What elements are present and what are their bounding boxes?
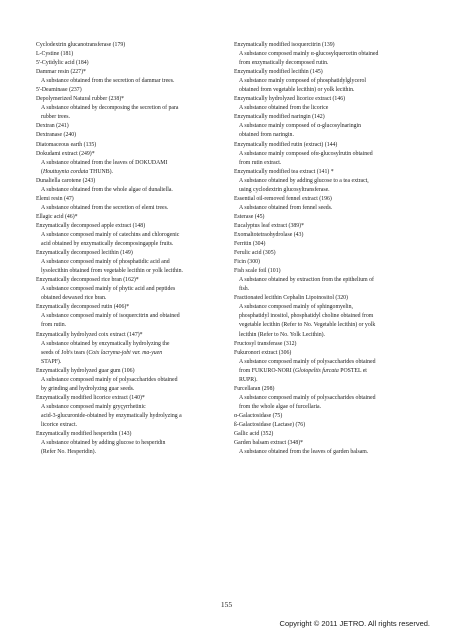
entry-description: A substance composed mainly gryçyrrhetinic <box>41 403 146 410</box>
entry-description: using cyclodextrin glucosyltransferase. <box>239 186 330 193</box>
entry-description: A substance composed mainly of sphingomyelin, <box>239 304 353 311</box>
entry-heading: Furcellaran (298) <box>234 385 275 392</box>
entry-heading: 5'-Deaminase (237) <box>36 87 82 94</box>
entry-heading: Ferulic acid (305) <box>234 250 276 257</box>
entry-description: from rutin. <box>41 322 67 329</box>
entry-description: A substance mainly composed of phosphatidylglycerol <box>239 78 367 85</box>
entry-description: A substance composed mainly of phytic acid and peptides <box>41 286 176 293</box>
entry-heading: Enzymatically decomposed rutin (406)* <box>36 304 130 311</box>
entry-heading: Gallic acid (352) <box>234 431 274 438</box>
entry-heading: Garden balsam extract (348)* <box>234 440 304 447</box>
entry-description: A substance composed mainly of polysaccharides obtained <box>41 376 178 383</box>
entry-heading: Fish scale foil (101) <box>234 268 281 275</box>
entry-description: seeds of Job's tears (Coix lacryma-jobi var. ma-yuen <box>41 349 163 356</box>
page-number: 155 <box>220 600 233 609</box>
entry-heading: α-Galactosidase (75) <box>234 412 283 419</box>
entry-description: A substance obtained from the secretion of dammar trees. <box>41 78 175 85</box>
entry-heading: Enzymatically modified hesperidin (143) <box>36 431 132 438</box>
entry-heading: Ficin (300) <box>234 259 260 266</box>
entry-description: from rutin extract. <box>239 159 282 166</box>
entry-description: obtained from naringin. <box>239 132 294 139</box>
entry-description: rubber trees. <box>41 114 70 121</box>
entry-heading: Enzymatically decomposed rice bran (162)* <box>36 277 139 284</box>
entry-description: lecithin (Refer to No. Yolk Lecithin). <box>239 331 325 338</box>
entry-heading: Depolymerized Natural rubber (238)* <box>36 96 125 103</box>
entry-heading: Enzymatically modified naringin (142) <box>234 114 325 121</box>
scientific-name: Gloiopeltis furcata <box>295 367 339 374</box>
entry-heading: Essential oil-removed fennel extract (196) <box>234 195 332 202</box>
entry-heading: Esterase (45) <box>234 213 265 220</box>
entry-description: A substance obtained by adding glucose to a tea extract, <box>239 177 369 184</box>
entry-description: A substance composed mainly of polysaccharides obtained <box>239 394 376 401</box>
entry-heading: ß-Galactosidase (Lactase) (76) <box>234 421 306 428</box>
entry-heading: Fructosyl transferase (312) <box>234 340 297 347</box>
entry-description: licorice extract. <box>41 421 78 428</box>
entry-heading: Enzymatically modified licorice extract (140)* <box>36 394 145 401</box>
entry-description: A substance obtained from the whole algae of dunaliella. <box>41 186 173 193</box>
entry-description: lysolecithin obtained from vegetable lecithin or yolk lecithin. <box>41 268 183 275</box>
entry-heading: Enzymatically decomposed lecithin (149) <box>36 250 133 257</box>
entry-description: A substance mainly composed ofα-glucosylrutin obtained <box>239 150 373 157</box>
entry-heading: Enzymatically hydrolyzed licorice extract (146) <box>234 96 346 103</box>
entry-heading: Exomaltotetraohydrolase (43) <box>234 231 304 238</box>
entry-heading: Fukuronori extract (306) <box>234 349 292 356</box>
entry-heading: Enzymatically hydrolyzed guar gum (106) <box>36 367 135 374</box>
entry-heading: Ellagic acid (46)* <box>36 213 78 220</box>
entry-description: acid-3-glucuronide-obtained by enzymatically hydrolyzing a <box>41 412 182 419</box>
scientific-name: Coix lacryma-jobi var. ma-yuen <box>88 349 163 356</box>
entry-heading: 5'-Cytidylic acid (184) <box>36 60 89 67</box>
entry-description: from the whole algae of furcellaria. <box>239 403 322 410</box>
entry-heading: Ferritin (304) <box>234 241 266 248</box>
entry-description: A substance obtained by decomposing the secretion of para <box>41 105 179 112</box>
entry-heading: Enzymatically modified tea extract (141) * <box>234 168 334 175</box>
entry-heading: Cyclodextrin glucanotransferase (179) <box>36 42 126 48</box>
entry-heading: Dokudami extract (249)* <box>36 150 95 157</box>
entry-heading: Dextran (241) <box>36 123 69 130</box>
entry-description: STAPF). <box>41 358 62 365</box>
entry-heading: Dextranase (240) <box>36 132 77 139</box>
entry-description: A substance composed mainly of catechins and chlorogenic <box>41 231 180 238</box>
entry-description: A substance obtained from the secretion of elemi trees. <box>41 204 169 211</box>
entry-description: (Refer No. Hesperidin). <box>41 449 97 456</box>
entry-description: phosphatidyl inositol, phosphatidyl choline obtained from <box>239 313 374 320</box>
entry-heading: Eucalyptus leaf extract (389)* <box>234 222 305 229</box>
entry-description: RUPR). <box>239 376 258 383</box>
entry-description: obtained dewaxed rice bran. <box>41 295 107 302</box>
entry-description: by grinding and hydrolyzing guar seeds. <box>41 385 135 392</box>
scientific-name: Houttuynia cordata <box>42 168 89 175</box>
entry-heading: L-Cystine (181) <box>36 51 74 58</box>
entry-heading: Enzymatically modified lecithin (145) <box>234 69 323 76</box>
entry-description: from FUKURO-NORI (Gloiopeltis furcata POSTEL et <box>239 367 367 374</box>
entry-heading: Enzymatically decomposed apple extract (148) <box>36 222 146 229</box>
entry-description: A substance obtained from fennel seeds. <box>239 204 333 211</box>
entry-description: fish. <box>239 286 250 293</box>
entry-description: A substance obtained from the leaves of DOKUDAMI <box>41 159 168 166</box>
entry-description: A substance composed mainly of polysaccharides obtained <box>239 358 376 365</box>
entry-heading: Enzymatically modified rutin (extract) (144) <box>234 141 338 148</box>
copyright-notice: Copyright © 2011 JETRO. All rights reserved. <box>279 619 430 628</box>
entry-description: A substance obtained by extraction from the epithelium of <box>239 277 374 284</box>
entry-heading: Elemi resin (47) <box>36 195 74 202</box>
entry-description: A substance composed mainly of phosphatidic acid and <box>41 259 170 266</box>
entry-heading: Dammar resin (227)* <box>36 69 86 76</box>
entry-heading: Enzymatically hydrolyzed coix extract (147)* <box>36 331 143 338</box>
entry-description: obtained from vegetable lecithin) or yolk lecithin. <box>239 87 355 94</box>
entry-description: A substance composed mainly of isoquercitrin and obtained <box>41 313 180 320</box>
right-column <box>234 41 434 457</box>
entry-heading: Enzymatically modified isoquercitrin (139) <box>234 42 335 48</box>
entry-heading: Dunaliella carotene (243) <box>36 177 96 184</box>
entry-description: from enzymatically decomposed rutin. <box>239 60 329 67</box>
entry-description: A substance obtained by enzymatically hydrolyzing the <box>41 340 170 347</box>
entry-description: A substance obtained by adding glucose to hesperidin <box>41 440 166 447</box>
left-column <box>36 41 232 457</box>
entry-description: (Houttuynia cordata THUNB). <box>41 168 113 175</box>
entry-description: A substance obtained from the licorice <box>239 105 329 112</box>
entry-description: acid obtained by enzymatically decomposingapple fruits. <box>41 241 174 248</box>
entry-heading: Diatomaceous earth (135) <box>36 141 97 148</box>
entry-description: A substance mainly composed of α-glucosylnaringin <box>239 123 362 130</box>
entry-heading: Fractionated lecithin Cephalin Lipoinositol (320) <box>234 295 348 302</box>
entry-description: A substance obtained from the leaves of garden balsam. <box>239 449 369 456</box>
entry-description: A substance composed mainly α-glucosylquercetin obtained <box>239 51 379 58</box>
entry-description: vegetable lecithin (Refer to No. Vegetable lecithin) or yolk <box>239 322 376 329</box>
